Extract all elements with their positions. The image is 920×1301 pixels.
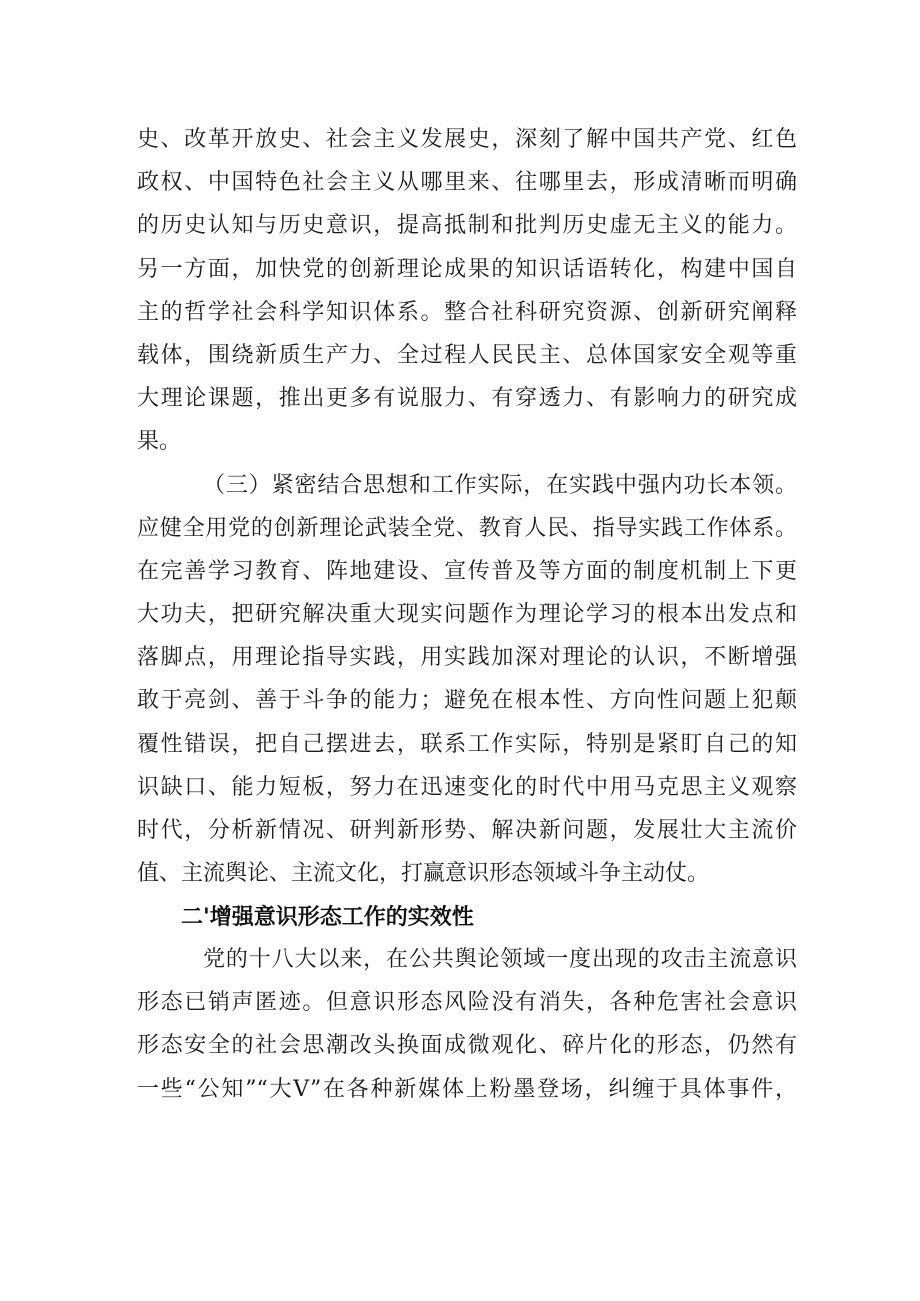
text-line: 载体，围绕新质生产力、全过程人民民主、总体国家安全观等重	[137, 342, 797, 368]
section-heading: 二'增强意识形态工作的实效性	[181, 905, 474, 930]
text-line: 主的哲学社会科学知识体系。整合社科研究资源、创新研究阐释	[137, 299, 797, 325]
text-line: 形态已销声匿迹。但意识形态风险没有消失，各种危害社会意识	[137, 990, 797, 1016]
text-line: 政权、中国特色社会主义从哪里来、往哪里去，形成清晰而明确	[137, 170, 797, 196]
text-line: 大功夫，把研究解决重大现实问题作为理论学习的根本出发点和	[137, 602, 797, 628]
text-line: 覆性错误，把自己摆进去，联系工作实际，特别是紧盯自己的知	[137, 731, 797, 757]
text-line: 识缺口、能力短板，努力在迅速变化的时代中用马克思主义观察	[137, 774, 797, 800]
text-line: 一些“公知”“大V”在各种新媒体上粉墨登场，纠缠于具体事件，	[137, 1076, 797, 1102]
text-line: 党的十八大以来，在公共舆论领域一度出现的攻击主流意识	[203, 947, 797, 972]
text-line: 在完善学习教育、阵地建设、宣传普及等方面的制度机制上下更	[137, 558, 797, 584]
text-line: 时代，分析新情况、研判新形势、解决新问题，发展壮大主流价	[137, 818, 797, 843]
subsection-heading-line: （三）紧密结合思想和工作实际，在实践中强内功长本领。	[203, 472, 797, 498]
text-line: 应健全用党的创新理论武装全党、教育人民、指导实践工作体系。	[137, 515, 797, 541]
text-line: 另一方面，加快党的创新理论成果的知识话语转化，构建中国自	[137, 256, 797, 282]
text-line: 敢于亮剑、善于斗争的能力；避免在根本性、方向性问题上犯颠	[137, 688, 797, 714]
text-line: 值、主流舆论、主流文化，打赢意识形态领域斗争主动仗。	[137, 861, 710, 887]
text-line: 史、改革开放史、社会主义发展史，深刻了解中国共产党、红色	[137, 127, 797, 152]
text-line: 的历史认知与历史意识，提高抵制和批判历史虚无主义的能力。	[137, 213, 797, 239]
text-line: 落脚点，用理论指导实践，用实践加深对理论的认识，不断增强	[137, 645, 797, 671]
text-line: 果。	[137, 429, 182, 455]
body-text-section-2	[137, 938, 797, 1111]
text-line: 形态安全的社会思潮改头换面成微观化、碎片化的形态，仍然有	[137, 1033, 797, 1059]
text-line: 大理论课题，推出更多有说服力、有穿透力、有影响力的研究成	[137, 386, 797, 412]
body-text-section-1	[137, 118, 797, 895]
